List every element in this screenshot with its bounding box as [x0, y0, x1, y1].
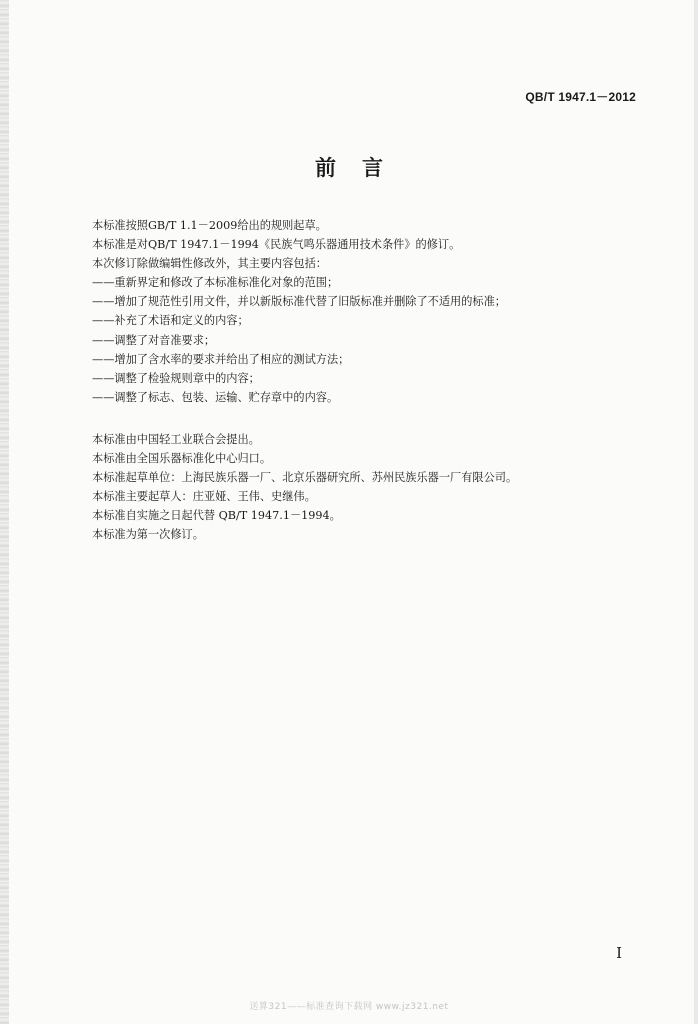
- paragraph-line: 本标准按照GB/T 1.1－2009给出的规则起草。: [92, 219, 327, 232]
- list-item: ——补充了术语和定义的内容；: [92, 314, 249, 328]
- list-item: ——调整了检验规则章中的内容；: [92, 371, 260, 385]
- paragraph-line: 本次修订除做编辑性修改外，其主要内容包括：: [92, 257, 327, 271]
- list-item: ——重新界定和修改了本标准标准化对象的范围；: [92, 276, 339, 290]
- foreword-drafting-block: [92, 430, 652, 545]
- list-item: ——增加了含水率的要求并给出了相应的测试方法；: [92, 352, 350, 366]
- page-number: I: [616, 944, 622, 962]
- paragraph-line: 本标准自实施之日起代替 QB/T 1947.1－1994。: [92, 509, 341, 523]
- watermark: 送算321——标准查询下载网 www.jz321.net: [249, 1002, 449, 1012]
- paragraph-line: 本标准主要起草人：庄亚娅、王伟、史继伟。: [92, 490, 316, 504]
- standard-code: QB/T 1947.1－2012: [525, 90, 636, 104]
- list-item: ——增加了规范性引用文件，并以新版标准代替了旧版标准并删除了不适用的标准；: [92, 295, 506, 309]
- page-title: 前言: [315, 156, 409, 180]
- foreword-revision-block: [92, 216, 652, 407]
- paragraph-line: 本标准为第一次修订。: [92, 528, 204, 542]
- paragraph-line: 本标准起草单位：上海民族乐器一厂、北京乐器研究所、苏州民族乐器一厂有限公司。: [92, 471, 518, 485]
- list-item: ——调整了标志、包装、运输、贮存章中的内容。: [92, 390, 339, 404]
- paragraph-line: 本标准是对QB/T 1947.1－1994《民族气鸣乐器通用技术条件》的修订。: [92, 238, 461, 252]
- paragraph-line: 本标准由中国轻工业联合会提出。: [92, 433, 260, 446]
- list-item: ——调整了对音准要求；: [92, 333, 216, 347]
- paragraph-line: 本标准由全国乐器标准化中心归口。: [92, 452, 272, 466]
